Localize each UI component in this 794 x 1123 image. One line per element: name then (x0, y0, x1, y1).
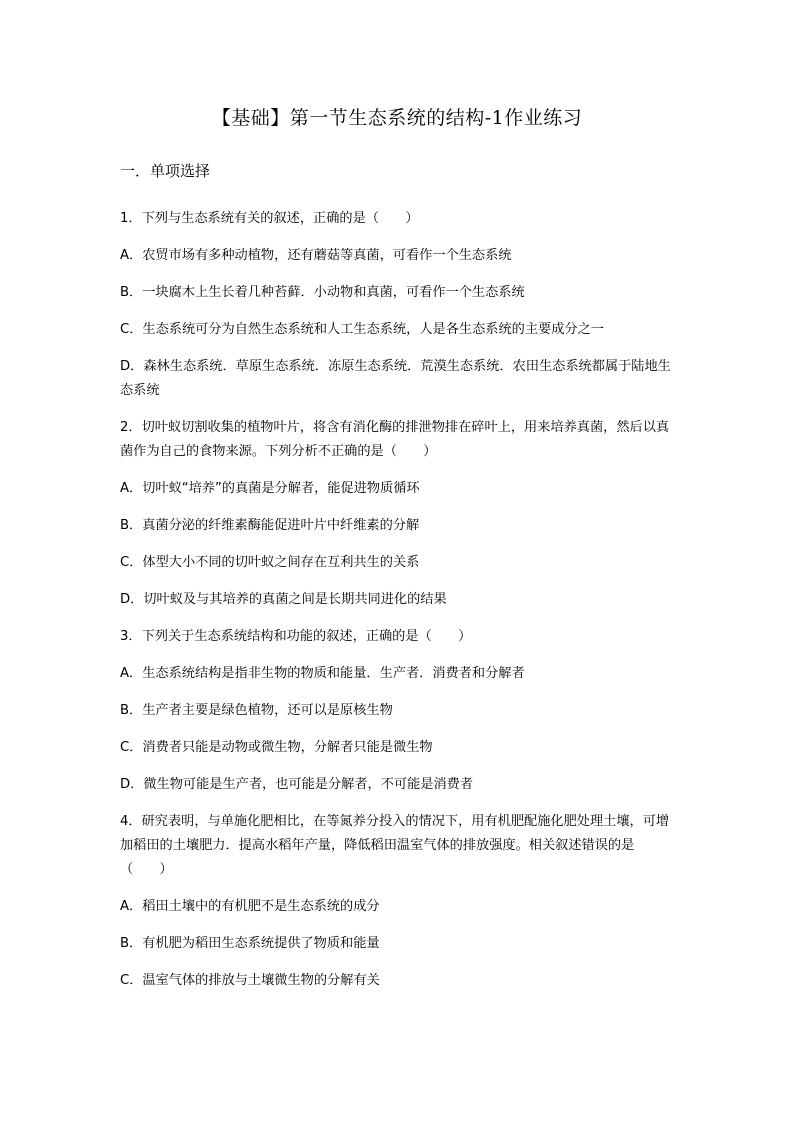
question-list (120, 207, 680, 1006)
section-heading: 一．单项选择 (120, 162, 211, 180)
question-3-option-d: D．微生物可能是生产者，也可能是分解者，不可能是消费者 (120, 777, 474, 792)
question-4-option-c: C．温室气体的排放与土壤微生物的分解有关 (120, 973, 380, 988)
question-2-option-a: A．切叶蚁“培养”的真菌是分解者，能促进物质循环 (120, 481, 420, 496)
question-1-stem: 1．下列与生态系统有关的叙述，正确的是（ ） (120, 211, 419, 226)
question-2-option-c: C．体型大小不同的切叶蚁之间存在互利共生的关系 (120, 555, 420, 570)
question-1-option-b: B．一块腐木上生长着几种苔藓．小动物和真菌，可看作一个生态系统 (120, 285, 525, 300)
question-1-option-d: D．森林生态系统．草原生态系统．冻原生态系统．荒漠生态系统．农田生态系统都属于陆地生态系统 (120, 359, 671, 398)
question-2-option-b: B．真菌分泌的纤维素酶能促进叶片中纤维素的分解 (120, 518, 420, 533)
question-1-option-c: C．生态系统可分为自然生态系统和人工生态系统，人是各生态系统的主要成分之一 (120, 322, 604, 337)
question-3-option-b: B．生产者主要是绿色植物，还可以是原核生物 (120, 703, 393, 718)
question-4-stem: 4．研究表明，与单施化肥相比，在等氮养分投入的情况下，用有机肥配施化肥处理土壤，可增加稻田的土壤肥力．提高水稻年产量，降低稻田温室气体的排放强度。相关叙述错误的是（ ） (120, 814, 670, 877)
question-3-option-c: C．消费者只能是动物或微生物，分解者只能是微生物 (120, 740, 433, 755)
question-4-option-b: B．有机肥为稻田生态系统提供了物质和能量 (120, 936, 380, 951)
question-2-option-d: D．切叶蚁及与其培养的真菌之间是长期共同进化的结果 (120, 592, 447, 607)
question-3-option-a: A．生态系统结构是指非生物的物质和能量．生产者．消费者和分解者 (120, 666, 525, 681)
question-2-stem: 2．切叶蚁切割收集的植物叶片，将含有消化酶的排泄物排在碎叶上，用来培养真菌，然后以真菌作为自己的食物来源。下列分析不正确的是（ ） (120, 420, 670, 459)
question-3-stem: 3．下列关于生态系统结构和功能的叙述，正确的是（ ） (120, 629, 472, 644)
document-title: 【基础】第一节生态系统的结构-1作业练习 (211, 107, 583, 129)
question-1-option-a: A．农贸市场有多种动植物，还有蘑菇等真菌，可看作一个生态系统 (120, 248, 512, 263)
question-4-option-a: A．稻田土壤中的有机肥不是生态系统的成分 (120, 899, 380, 914)
